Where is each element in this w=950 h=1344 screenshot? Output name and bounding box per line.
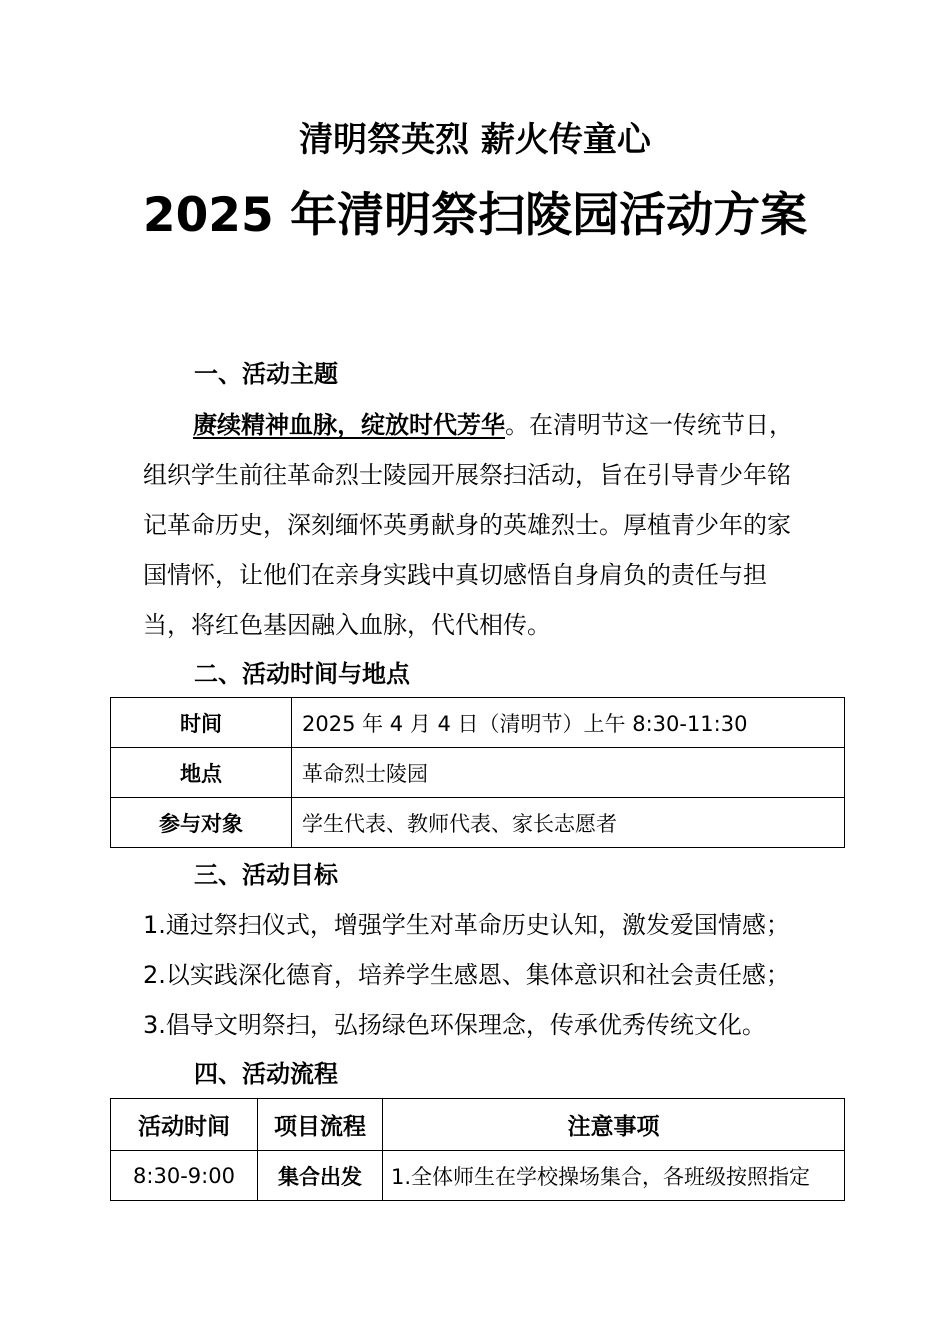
cell-time: 8:30-9:00 [111, 1151, 258, 1201]
section-heading-process: 四、活动流程 [194, 1060, 338, 1088]
theme-body: 。在清明节这一传统节日，组织学生前往革命烈士陵园开展祭扫活动，旨在引导青少年铭记革命历史，深刻缅怀英勇献身的英雄烈士。厚植青少年的家国情怀，让他们在亲身实践中真切感悟自身肩负的责任与担当，将红色基因融入血脉，代代相传。 [143, 411, 793, 639]
row-label-place: 地点 [111, 748, 292, 798]
row-label-participants: 参与对象 [111, 798, 292, 848]
document-subtitle: 清明祭英烈 薪火传童心 [299, 120, 651, 160]
row-label-time: 时间 [111, 698, 292, 748]
column-header-notes: 注意事项 [383, 1099, 845, 1151]
list-item: 1.通过祭扫仪式，增强学生对革命历史认知，激发爱国情感； [143, 911, 790, 939]
table-row [111, 1151, 845, 1201]
table-row [111, 748, 845, 798]
document-title: 2025 年清明祭扫陵园活动方案 [142, 188, 808, 243]
row-value-time: 2025 年 4 月 4 日（清明节）上午 8:30-11:30 [292, 698, 845, 748]
cell-note: 1.全体师生在学校操场集合，各班级按照指定 [383, 1151, 845, 1201]
process-table [110, 1098, 845, 1201]
goals-list [143, 900, 843, 1050]
column-header-time: 活动时间 [111, 1099, 258, 1151]
row-value-place: 革命烈士陵园 [292, 748, 845, 798]
cell-item: 集合出发 [258, 1151, 383, 1201]
section-heading-goals: 三、活动目标 [194, 861, 338, 889]
section-heading-time-place: 二、活动时间与地点 [194, 660, 410, 688]
theme-emphasis: 赓续精神血脉，绽放时代芳华 [193, 411, 505, 439]
table-header-row [111, 1099, 845, 1151]
row-value-participants: 学生代表、教师代表、家长志愿者 [292, 798, 845, 848]
theme-paragraph [143, 400, 813, 650]
time-place-table [110, 697, 845, 848]
list-item: 3.倡导文明祭扫，弘扬绿色环保理念，传承优秀传统文化。 [143, 1011, 766, 1039]
table-row [111, 698, 845, 748]
column-header-item: 项目流程 [258, 1099, 383, 1151]
list-item: 2.以实践深化德育，培养学生感恩、集体意识和社会责任感； [143, 961, 790, 989]
table-row [111, 798, 845, 848]
section-heading-theme: 一、活动主题 [194, 360, 338, 388]
